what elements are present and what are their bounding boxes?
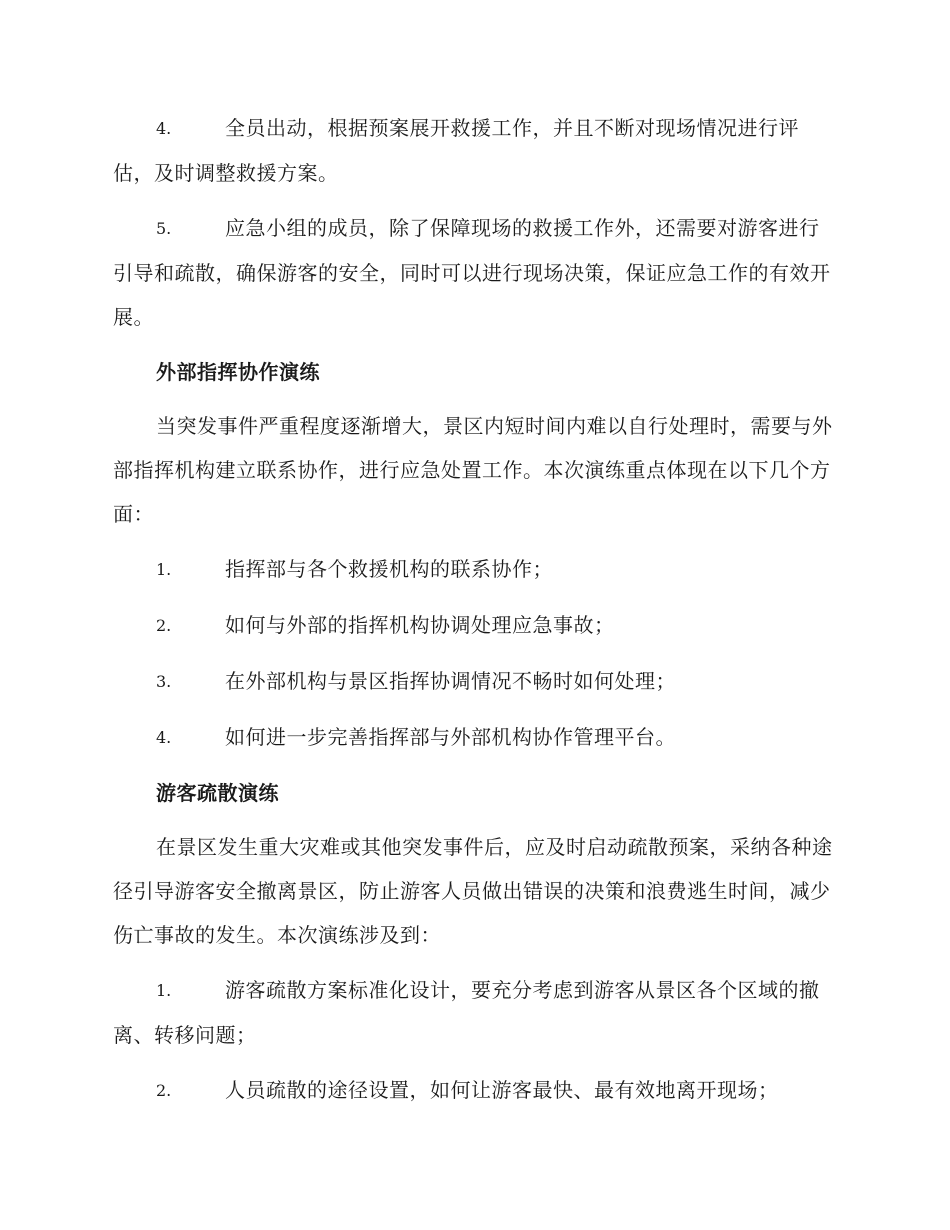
list-item-text: 人员疏散的途径设置，如何让游客最快、最有效地离开现场； xyxy=(225,1078,779,1102)
list-item-number: 1. xyxy=(156,560,172,579)
list-item-number: 5. xyxy=(156,219,172,238)
list-item-text: 如何进一步完善指挥部与外部机构协作管理平台。 xyxy=(225,725,676,749)
list-item xyxy=(113,1068,835,1113)
section-paragraph: 在景区发生重大灾难或其他突发事件后，应及时启动疏散预案，采纳各种途径引导游客安全撤离景区，防止游客人员做出错误的决策和浪费逃生时间，减少伤亡事故的发生。本次演练涉及到： xyxy=(113,835,833,947)
list-item xyxy=(113,968,835,1057)
list-item xyxy=(113,659,835,704)
section-heading-evacuation: 游客疏散演练 xyxy=(156,781,279,805)
section-paragraph: 当突发事件严重程度逐渐增大，景区内短时间内难以自行处理时，需要与外部指挥机构建立联系协作，进行应急处置工作。本次演练重点体现在以下几个方面： xyxy=(113,414,833,526)
list-item-text: 如何与外部的指挥机构协调处理应急事故； xyxy=(225,613,615,637)
list-item xyxy=(113,715,835,760)
list-item-number: 2. xyxy=(156,616,172,635)
list-item-number: 3. xyxy=(156,672,172,691)
list-item-number: 2. xyxy=(156,1081,172,1100)
document-body xyxy=(113,106,835,1124)
list-item xyxy=(113,603,835,648)
list-item-number: 1. xyxy=(156,981,172,1000)
list-item-text: 在外部机构与景区指挥协调情况不畅时如何处理； xyxy=(225,669,676,693)
list-item xyxy=(113,547,835,592)
list-item-text: 游客疏散方案标准化设计，要充分考虑到游客从景区各个区域的撤离、转移问题； xyxy=(113,978,820,1047)
list-item-number: 4. xyxy=(156,119,172,138)
list-item-text: 应急小组的成员，除了保障现场的救援工作外，还需要对游客进行引导和疏散，确保游客的安全，同时可以进行现场决策，保证应急工作的有效开展。 xyxy=(113,216,831,329)
list-item-number: 4. xyxy=(156,728,172,747)
list-item-text: 全员出动，根据预案展开救援工作，并且不断对现场情况进行评估，及时调整救援方案。 xyxy=(113,116,799,185)
list-item xyxy=(113,106,835,195)
list-item-text: 指挥部与各个救援机构的联系协作； xyxy=(225,557,553,581)
list-item xyxy=(113,206,835,339)
section-heading-external-command: 外部指挥协作演练 xyxy=(156,360,320,384)
